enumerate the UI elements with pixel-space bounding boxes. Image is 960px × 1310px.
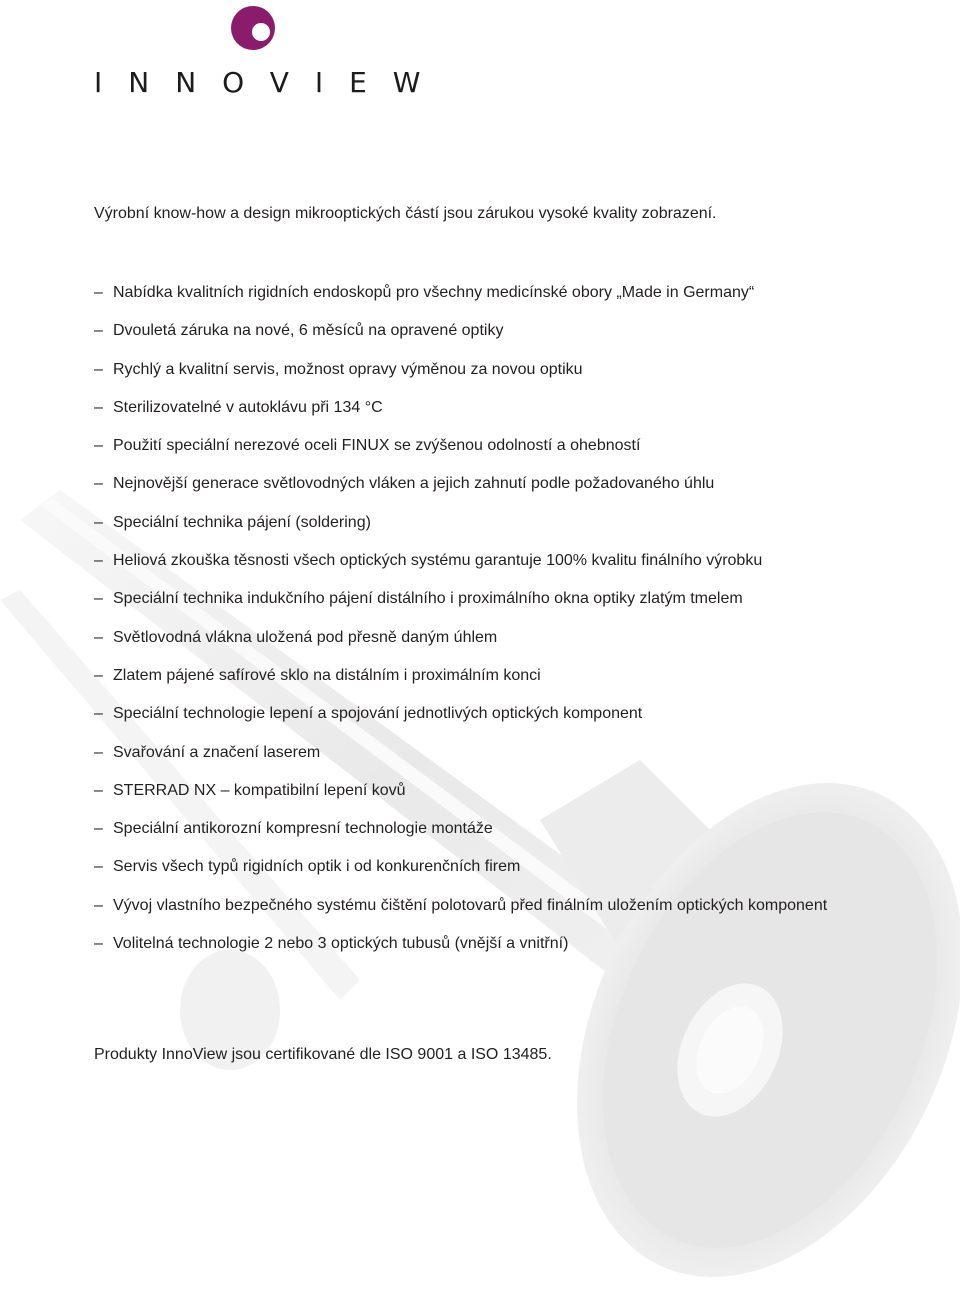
list-dash-marker: – (94, 475, 103, 493)
list-item-text: Speciální antikorozní kompresní technologie montáže (113, 820, 493, 838)
list-dash-marker: – (94, 666, 103, 684)
list-item (94, 473, 827, 511)
list-item-text: Rychlý a kvalitní servis, možnost opravy výměnou za novou optiku (113, 360, 583, 378)
list-item (94, 359, 827, 397)
list-dash-marker: – (94, 628, 103, 646)
list-item (94, 703, 827, 741)
list-item-text: STERRAD NX – kompatibilní lepení kovů (113, 781, 406, 799)
intro-text: Výrobní know-how a design mikrooptických částí jsou zárukou vysoké kvality zobrazení. (94, 205, 717, 222)
list-dash-marker: – (94, 935, 103, 953)
list-item-text: Speciální technika pájení (soldering) (113, 513, 371, 531)
list-dash-marker: – (94, 513, 103, 531)
list-item-text: Vývoj vlastního bezpečného systému čištění polotovarů před finálním uložením optických komponent (113, 896, 828, 914)
list-dash-marker: – (94, 896, 103, 914)
list-item-text: Sterilizovatelné v autoklávu při 134 °C (113, 398, 383, 416)
list-dash-marker: – (94, 437, 103, 455)
list-item (94, 856, 827, 894)
list-item (94, 895, 827, 933)
list-item-text: Speciální technologie lepení a spojování jednotlivých optických komponent (113, 705, 643, 723)
feature-list (94, 282, 827, 971)
list-item (94, 742, 827, 780)
list-dash-marker: – (94, 284, 103, 301)
logo-wordmark: INNOVIEW (94, 66, 447, 99)
certification-text: Produkty InnoView jsou certifikované dle ISO 9001 a ISO 13485. (94, 1046, 552, 1063)
list-item-text: Servis všech typů rigidních optik i od konkurenčních firem (113, 858, 521, 876)
list-dash-marker: – (94, 552, 103, 570)
list-dash-marker: – (94, 858, 103, 876)
list-item (94, 818, 827, 856)
list-dash-marker: – (94, 398, 103, 416)
logo-mark-icon (230, 5, 276, 51)
list-item-text: Speciální technika indukčního pájení distálního i proximálního okna optiky zlatým tmelem (113, 590, 743, 608)
list-item-text: Svařování a značení laserem (113, 743, 321, 761)
list-dash-marker: – (94, 322, 103, 340)
list-item-text: Nejnovější generace světlovodných vláken a jejich zahnutí podle požadovaného úhlu (113, 475, 715, 493)
list-item (94, 320, 827, 358)
list-item-text: Nabídka kvalitních rigidních endoskopů pro všechny medicínské obory „Made in Germany“ (113, 284, 755, 301)
list-item (94, 933, 827, 971)
list-dash-marker: – (94, 590, 103, 608)
list-dash-marker: – (94, 820, 103, 838)
list-item (94, 665, 827, 703)
list-item-text: Volitelná technologie 2 nebo 3 optických tubusů (vnější a vnitřní) (113, 935, 569, 953)
list-dash-marker: – (94, 705, 103, 723)
list-item (94, 282, 827, 320)
list-item-text: Heliová zkouška těsnosti všech optických systému garantuje 100% kvalitu finálního výrobku (113, 552, 763, 570)
list-dash-marker: – (94, 781, 103, 799)
list-item (94, 435, 827, 473)
list-item (94, 627, 827, 665)
list-item (94, 512, 827, 550)
list-item-text: Světlovodná vlákna uložená pod přesně daným úhlem (113, 628, 498, 646)
list-item-text: Dvouletá záruka na nové, 6 měsíců na opravené optiky (113, 322, 504, 340)
list-item (94, 780, 827, 818)
list-item (94, 550, 827, 588)
list-item-text: Použití speciální nerezové oceli FINUX se zvýšenou odolností a ohebností (113, 437, 641, 455)
list-item (94, 588, 827, 626)
list-dash-marker: – (94, 743, 103, 761)
list-dash-marker: – (94, 360, 103, 378)
list-item-text: Zlatem pájené safírové sklo na distálním i proximálním konci (113, 666, 541, 684)
innoview-logo (94, 5, 447, 99)
list-item (94, 397, 827, 435)
